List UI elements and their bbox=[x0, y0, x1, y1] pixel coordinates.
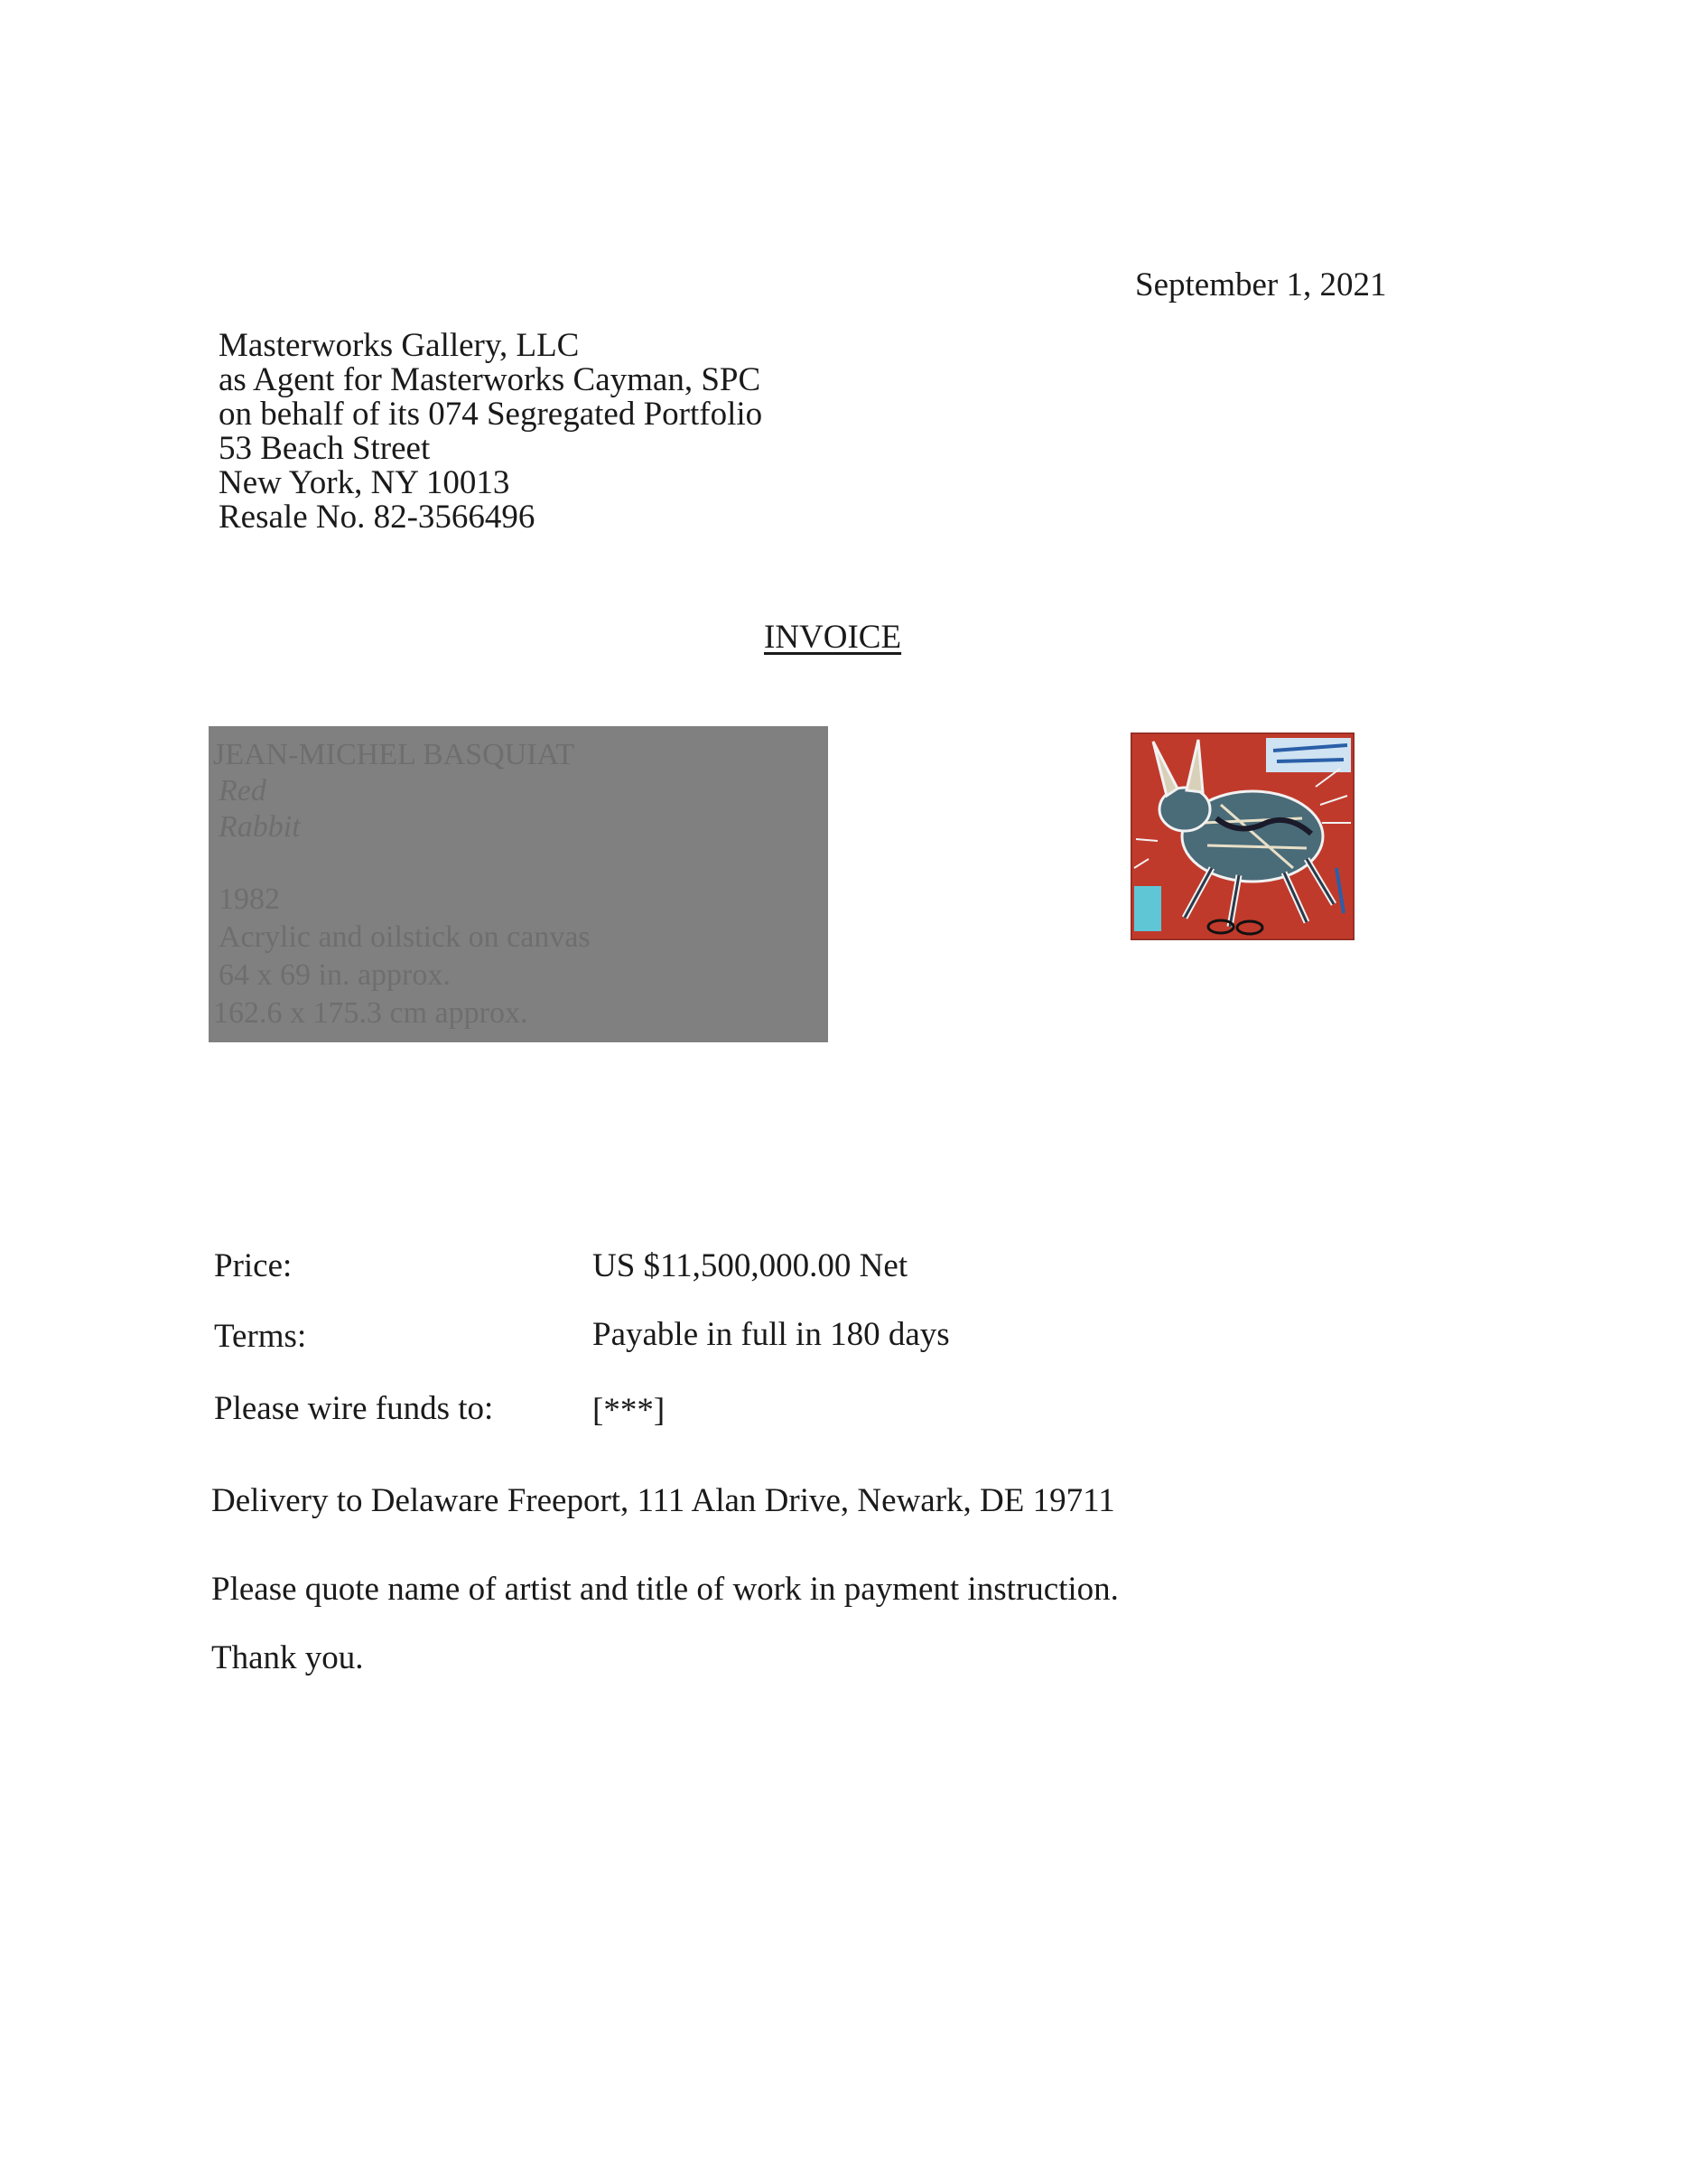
invoice-date: September 1, 2021 bbox=[1135, 266, 1387, 303]
address-line: as Agent for Masterworks Cayman, SPC bbox=[219, 361, 761, 398]
wire-label: Please wire funds to: bbox=[214, 1390, 494, 1427]
artwork-title-line2: Rabbit bbox=[219, 810, 301, 844]
artwork-medium: Acrylic and oilstick on canvas bbox=[219, 920, 591, 954]
gallery-address-block bbox=[219, 329, 762, 535]
invoice-title: INVOICE bbox=[764, 619, 902, 656]
artist-name: JEAN-MICHEL BASQUIAT bbox=[213, 738, 575, 771]
artwork-title-line1: Red bbox=[219, 774, 266, 807]
payment-instruction-note: Please quote name of artist and title of work in payment instruction. bbox=[211, 1571, 1119, 1608]
artwork-dimensions-cm: 162.6 x 175.3 cm approx. bbox=[213, 996, 528, 1030]
artwork-dimensions-in: 64 x 69 in. approx. bbox=[219, 958, 451, 992]
terms-label: Terms: bbox=[214, 1318, 307, 1355]
address-line: 53 Beach Street bbox=[219, 430, 431, 467]
artwork-details-redacted bbox=[209, 726, 828, 1042]
address-line: New York, NY 10013 bbox=[219, 464, 510, 501]
artwork-year: 1982 bbox=[219, 882, 280, 916]
thank-you: Thank you. bbox=[211, 1639, 364, 1676]
address-line: Masterworks Gallery, LLC bbox=[219, 327, 580, 364]
artwork-thumbnail bbox=[1131, 733, 1355, 940]
price-label: Price: bbox=[214, 1247, 293, 1284]
address-line: Resale No. 82-3566496 bbox=[219, 499, 535, 536]
delivery-note: Delivery to Delaware Freeport, 111 Alan Drive, Newark, DE 19711 bbox=[211, 1482, 1115, 1519]
address-line: on behalf of its 074 Segregated Portfolio bbox=[219, 396, 763, 433]
terms-value: Payable in full in 180 days bbox=[592, 1316, 950, 1353]
wire-value: [***] bbox=[592, 1392, 666, 1429]
price-value: US $11,500,000.00 Net bbox=[592, 1247, 908, 1284]
